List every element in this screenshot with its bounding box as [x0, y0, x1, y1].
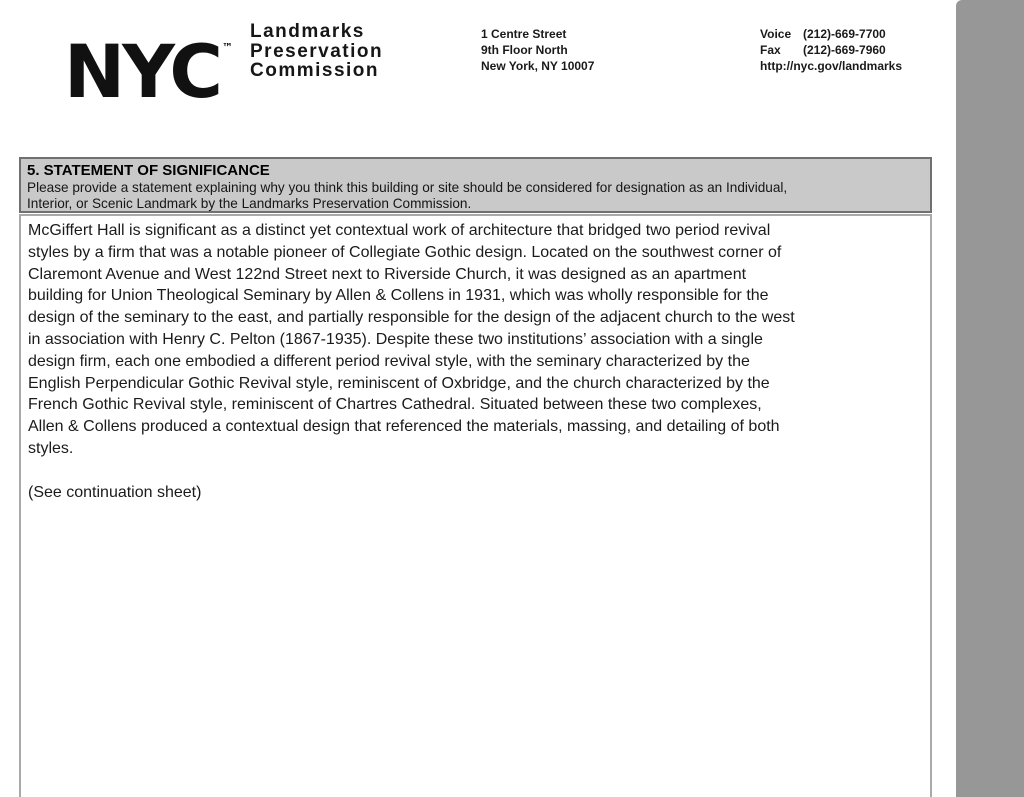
text-line: New York, NY 10007	[481, 59, 595, 73]
text-line: Claremont Avenue and West 122nd Street next to Riverside Church, it was designed as an apartment	[28, 265, 747, 283]
text-line: Landmarks	[250, 21, 365, 42]
text-line: styles.	[28, 439, 74, 457]
agency-name	[250, 22, 383, 81]
nyc-logo-text: NYC	[64, 30, 220, 115]
text-line: styles by a firm that was a notable pioneer of Collegiate Gothic design. Located on the southwest corner of	[28, 243, 782, 261]
text-line: Please provide a statement explaining why you think this building or site should be considered for designation as an Individual,	[27, 180, 788, 195]
fax-number: (212)-669-7960	[803, 43, 886, 57]
text-line: English Perpendicular Gothic Revival style, reminiscent of Oxbridge, and the church characterized by the	[28, 374, 770, 392]
agency-address	[481, 26, 594, 74]
text-line: design firm, each one embodied a different period revival style, with the seminary characterized by the	[28, 352, 750, 370]
text-line: in association with Henry C. Pelton (1867-1935). Despite these two institutions’ association with a single	[28, 330, 763, 348]
contact-voice-row	[760, 26, 902, 42]
text-line: Preservation	[250, 40, 384, 62]
agency-website: http://nyc.gov/landmarks	[760, 59, 903, 73]
agency-contact	[760, 26, 902, 74]
contact-fax-row	[760, 42, 902, 58]
trademark-symbol: ™	[221, 41, 233, 54]
fax-label: Fax	[760, 43, 781, 57]
text-line: French Gothic Revival style, reminiscent of Chartres Cathedral. Situated between these two complexes,	[28, 396, 762, 414]
voice-label: Voice	[760, 27, 792, 41]
statement-of-significance-field	[19, 214, 932, 797]
text-line: Interior, or Scenic Landmark by the Landmarks Preservation Commission.	[27, 195, 472, 211]
voice-number: (212)-669-7700	[803, 27, 886, 41]
text-line: 9th Floor North	[481, 43, 568, 57]
text-line: building for Union Theological Seminary by Allen & Collens in 1931, which was wholly responsible for the	[28, 287, 769, 305]
nyc-logo	[64, 16, 233, 115]
viewer-background-band	[956, 0, 1024, 797]
text-line: Allen & Collens produced a contextual design that referenced the materials, massing, and detailing of both	[28, 418, 780, 436]
section-instructions	[27, 180, 924, 211]
section-5-header	[19, 157, 932, 213]
text-line: McGiffert Hall is significant as a distinct yet contextual work of architecture that bridged two period revival	[28, 222, 771, 239]
text-line: 1 Centre Street	[481, 27, 567, 41]
statement-paragraph	[28, 220, 924, 460]
text-line: Commission	[250, 60, 380, 81]
text-line: design of the seminary to the east, and partially responsible for the design of the adjacent church to the west	[28, 309, 795, 327]
continuation-note: (See continuation sheet)	[28, 483, 202, 501]
section-title: 5. STATEMENT OF SIGNIFICANCE	[27, 162, 270, 179]
